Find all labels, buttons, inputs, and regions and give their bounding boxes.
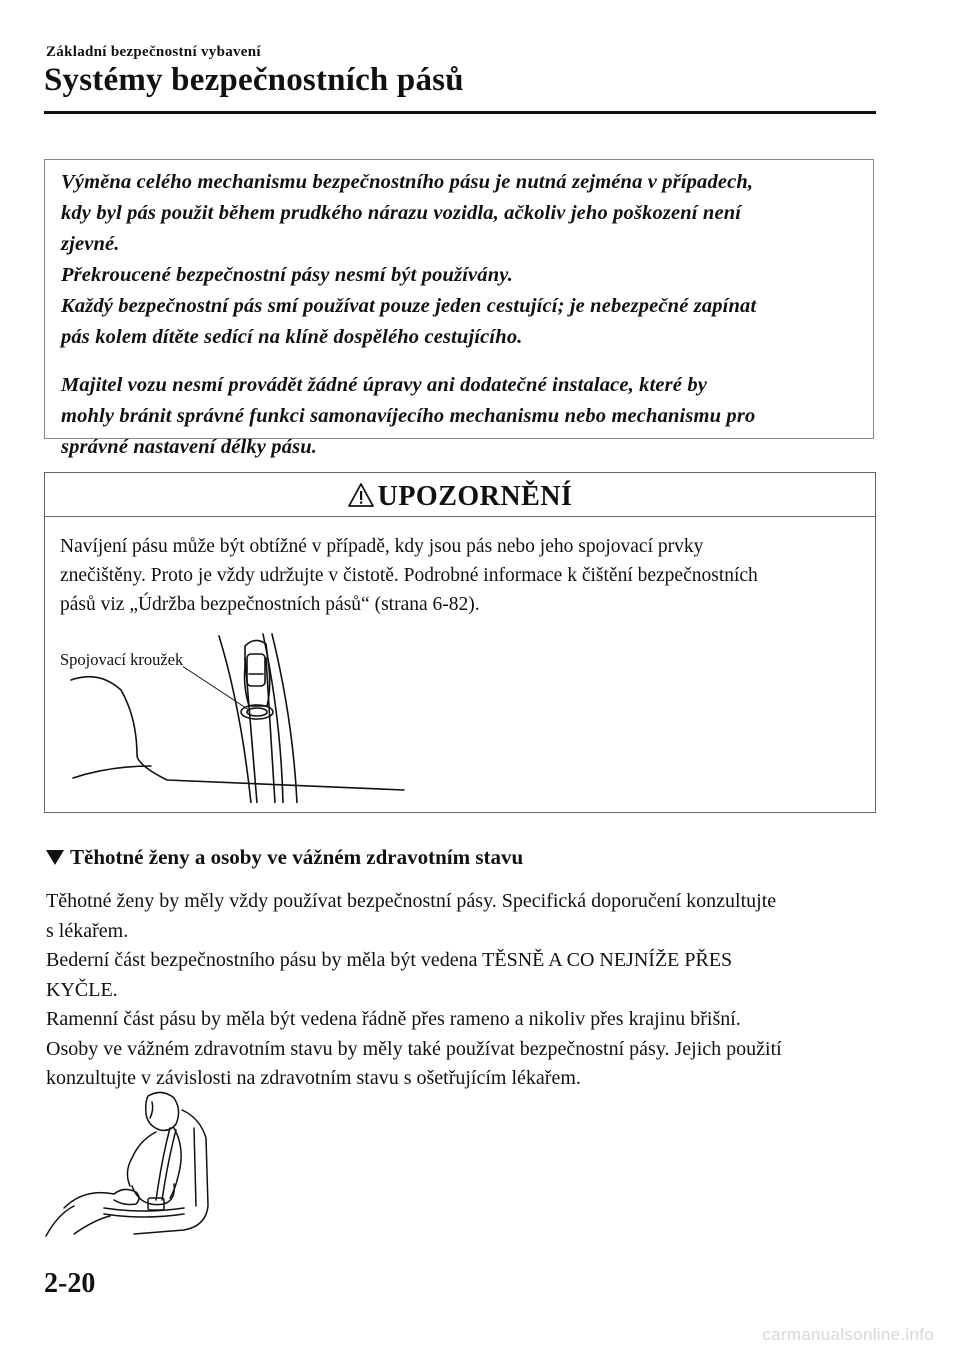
body-line: Bederní část bezpečnostního pásu by měla být vedena TĚSNĚ A CO NEJNÍŽE PŘES — [46, 949, 733, 971]
caution-line: pásů viz „Údržba bezpečnostních pásů“ (strana 6-82). — [60, 594, 480, 615]
caution-line: Navíjení pásu může být obtížné v případě, kdy jsou pás nebo jeho spojovací prvky — [60, 536, 704, 557]
body-line: Ramenní část pásu by měla být vedena řádně přes rameno a nikoliv přes krajinu břišní. — [46, 1008, 741, 1030]
warning-line: správné nastavení délky pásu. — [61, 436, 318, 458]
body-line: Osoby ve vážném zdravotním stavu by měly také používat bezpečnostní pásy. Jejich použití — [46, 1037, 782, 1060]
warning-line: mohly bránit správné funkci samonavíjecího mechanismu nebo mechanismu pro — [61, 405, 756, 427]
warning-line: zjevné. — [61, 233, 120, 255]
body-line: s lékařem. — [46, 919, 129, 942]
body-line: Těhotné ženy by měly vždy používat bezpečnostní pásy. Specifická doporučení konzultujte — [46, 890, 777, 912]
caution-line: znečištěny. Proto je vždy udržujte v čistotě. Podrobné informace k čištění bezpečnostních — [60, 565, 758, 586]
section-subtitle: Základní bezpečnostní vybavení — [46, 44, 261, 60]
warning-line: pás kolem dítěte sedící na klíně dospělého cestujícího. — [61, 326, 523, 348]
page-number: 2-20 — [44, 1268, 96, 1299]
ring-label: Spojovací kroužek — [60, 650, 184, 669]
caution-heading-text: UPOZORNĚNÍ — [377, 480, 573, 512]
warning-line: Výměna celého mechanismu bezpečnostního pásu je nutná zejména v případech, — [61, 171, 754, 193]
warning-line: kdy byl pás použit během prudkého nárazu vozidla, ačkoliv jeho poškození není — [61, 202, 742, 224]
watermark: carmanualsonline.info — [762, 1325, 934, 1344]
section-body — [46, 887, 876, 1094]
warning-line: Majitel vozu nesmí provádět žádné úpravy ani dodatečné instalace, které by — [61, 374, 707, 396]
body-line: konzultujte v závislosti na zdravotním stavu s ošetřujícím lékařem. — [46, 1067, 581, 1089]
triangle-bullet-icon — [46, 850, 64, 865]
caution-box — [44, 472, 876, 813]
header-divider — [44, 111, 876, 114]
caution-body — [45, 517, 875, 619]
section-heading — [46, 845, 523, 870]
warning-line: Překroucené bezpečnostní pásy nesmí být používány. — [61, 264, 514, 286]
body-line: KYČLE. — [46, 978, 118, 1001]
pregnant-woman-illustration — [44, 1088, 214, 1238]
warning-triangle-icon — [348, 482, 374, 508]
section-heading-text: Těhotné ženy a osoby ve vážném zdravotním stavu — [70, 845, 524, 869]
caution-heading — [45, 473, 875, 517]
page-title: Systémy bezpečnostních pásů — [44, 62, 464, 98]
warning-box — [44, 159, 874, 458]
warning-line: Každý bezpečnostní pás smí používat pouze jeden cestující; je nebezpečné zapínat — [61, 295, 757, 317]
